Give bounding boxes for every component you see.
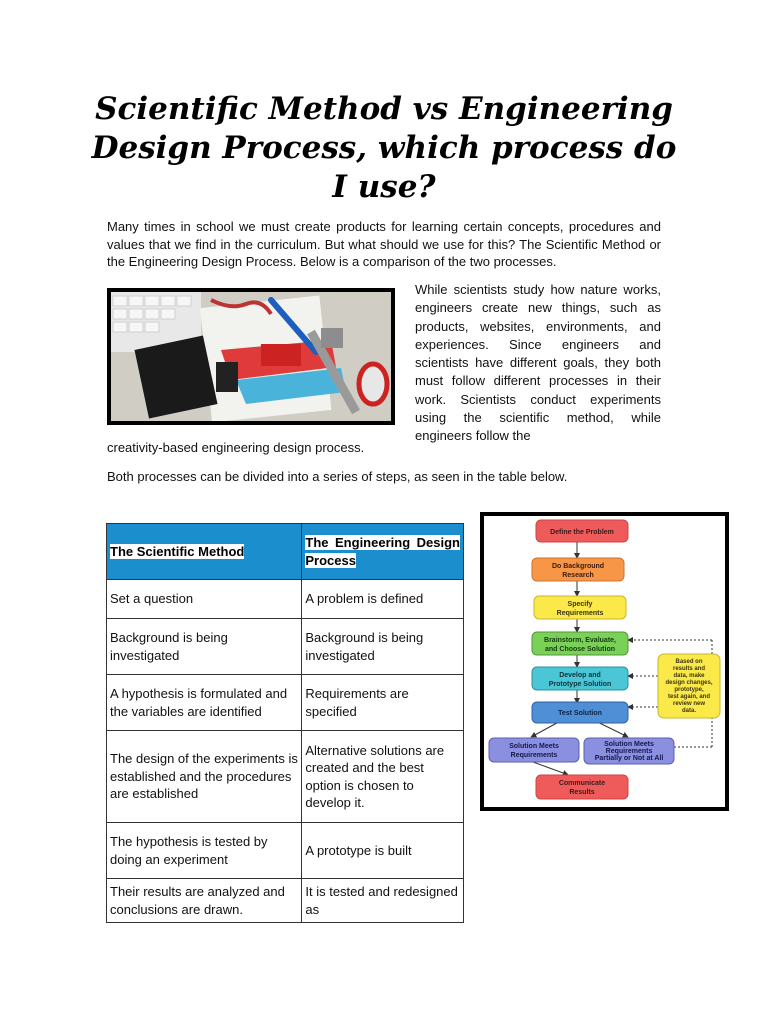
header-scientific-method: The Scientific Method: [107, 524, 302, 580]
table-cell: Background is being investigated: [107, 619, 302, 675]
flow-step-communicate: [536, 775, 628, 799]
engineering-tools-photo: [107, 288, 395, 425]
intro-paragraph: Many times in school we must create products for learning certain concepts, procedures and values that we find in the curriculum. But what should we use for this? The Scientific Method or the Engineering Design Process. Below is a comparison of the two processes.: [107, 219, 661, 269]
table-cell: A hypothesis is formulated and the variables are identified: [107, 675, 302, 731]
table-cell: A prototype is built: [302, 823, 464, 879]
table-row: [107, 619, 464, 675]
table-cell: The hypothesis is tested by doing an experiment: [107, 823, 302, 879]
flow-step-test: [532, 702, 628, 723]
flow-step-define: [536, 520, 628, 542]
table-row: [107, 823, 464, 879]
svg-text:Prototype Solution: Prototype Solution: [548, 681, 612, 688]
svg-text:and Choose Solution: and Choose Solution: [545, 646, 615, 653]
flow-step-specify: [534, 596, 626, 619]
page-title: Scientific Method vs Engineering Design Process, which process do I use?: [91, 91, 677, 205]
table-cell: The design of the experiments is established and the procedures are established: [107, 731, 302, 823]
table-cell: It is tested and redesigned as: [302, 879, 464, 923]
flow-feedback-note: [658, 654, 720, 718]
table-cell: Alternative solutions are created and the best option is chosen to develop it.: [302, 731, 464, 823]
header-engineering-design: The Engineering Design Process: [302, 524, 464, 580]
table-row: [107, 879, 464, 923]
table-cell: Background is being investigated: [302, 619, 464, 675]
flow-step-not-meets: [584, 738, 674, 764]
svg-text:Requirements: Requirements: [556, 610, 604, 617]
svg-text:Research: Research: [562, 572, 594, 579]
svg-text:Communicate: Communicate: [558, 780, 606, 787]
svg-text:results and: results and: [672, 666, 706, 672]
svg-text:Specify: Specify: [567, 601, 593, 608]
svg-text:Develop and: Develop and: [559, 672, 601, 679]
svg-text:Based on: Based on: [675, 659, 703, 665]
svg-text:data, make: data, make: [673, 673, 705, 679]
side-paragraph: While scientists study how nature works, engineers create new things, such as products, websites, environments, and experiences. Since engineers and scientists have different goals, they both must follow different processes in their work. Scientists conduct experiments using the scientific method, while engineers follow the: [415, 282, 661, 444]
svg-text:Requirements: Requirements: [510, 752, 558, 759]
svg-text:Solution Meets: Solution Meets: [604, 741, 654, 748]
table-row: [107, 675, 464, 731]
svg-text:Solution Meets: Solution Meets: [509, 743, 559, 750]
svg-text:Test Solution: Test Solution: [558, 710, 602, 717]
svg-text:Results: Results: [569, 789, 595, 796]
svg-text:design changes,: design changes,: [665, 680, 713, 686]
table-cell: Requirements are specified: [302, 675, 464, 731]
svg-text:test again, and: test again, and: [667, 694, 711, 700]
table-cell: A problem is defined: [302, 580, 464, 619]
table-cell: Their results are analyzed and conclusions are drawn.: [107, 879, 302, 923]
side-paragraph-continuation: creativity-based engineering design process.: [107, 440, 365, 455]
design-process-flowchart: [480, 512, 729, 811]
svg-text:Define the Problem: Define the Problem: [550, 529, 614, 536]
svg-text:data.: data.: [681, 708, 697, 714]
photo-illustration: [111, 292, 391, 421]
flow-step-meets: [489, 738, 579, 762]
table-cell: Set a question: [107, 580, 302, 619]
svg-text:prototype,: prototype,: [674, 687, 704, 693]
table-header-row: [107, 524, 464, 580]
svg-text:Partially or Not at All: Partially or Not at All: [594, 755, 664, 762]
flow-step-brainstorm: [532, 632, 628, 655]
svg-text:review new: review new: [672, 701, 706, 707]
steps-paragraph: Both processes can be divided into a series of steps, as seen in the table below.: [107, 469, 568, 484]
flow-step-background: [532, 558, 624, 581]
table-row: [107, 731, 464, 823]
flowchart-svg: [484, 516, 725, 807]
svg-text:Do Background: Do Background: [551, 563, 605, 570]
flow-step-develop: [532, 667, 628, 690]
svg-text:Requirements: Requirements: [605, 748, 653, 755]
svg-text:Brainstorm, Evaluate,: Brainstorm, Evaluate,: [544, 637, 616, 644]
comparison-table: [106, 523, 464, 923]
table-row: [107, 580, 464, 619]
